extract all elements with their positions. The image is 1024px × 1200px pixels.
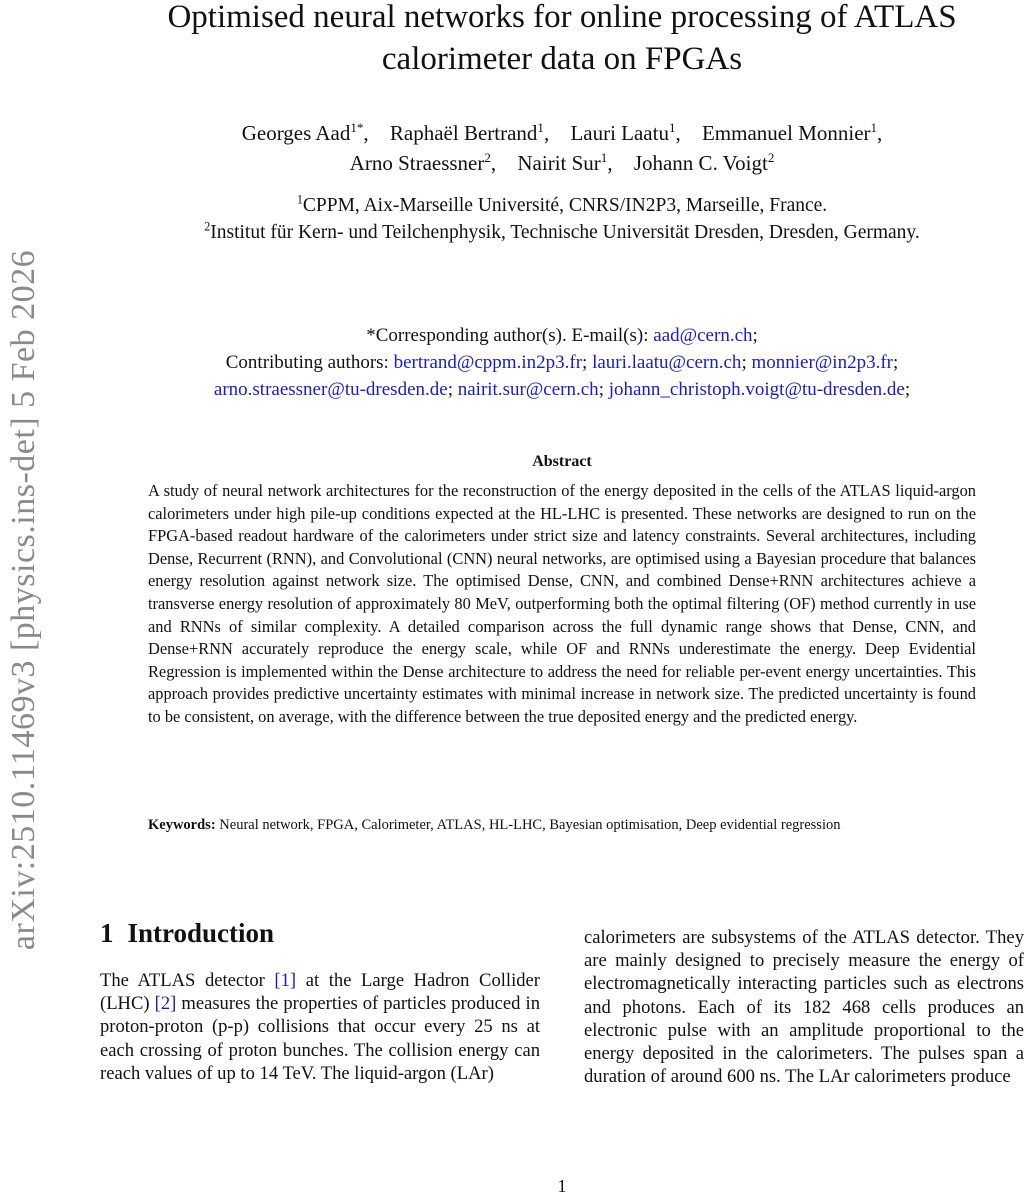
affiliation-1: $^1$CPPM, Aix-Marseille Université, CNRS/IN2P3, Marseille, France. xyxy=(296,192,828,216)
introduction-left-column: The ATLAS detector [1] at the Large Hadron Collider (LHC) [2] measures the properties of particles produced in proton-proton (p-p) collisions that occur every 25 ns at each crossing of proton bunches. The collision energy can reach values of up to 14 TeV. The liquid-argon (LAr) xyxy=(100,970,540,1084)
introduction-right-column: calorimeters are subsystems of the ATLAS detector. They are mainly designed to precisely measure the energy of electromagnetically interacting particles such as electrons and photons. Each of its 182 468 cells produces an electronic pulse with an amplitude proportional to the energy deposited in the calorimeters. The pulses span a duration of around 600 ns. The LAr calorimeters produce xyxy=(584,927,1024,1088)
email-link-aad[interactable]: aad@cern.ch xyxy=(653,325,753,346)
arxiv-identifier-stamp xyxy=(0,180,48,1020)
contributing-authors-line-2: arno.straessner@tu-dresden.de; nairit.sur@cern.ch; johann_christoph.voigt@tu-dresden.de; xyxy=(213,379,911,400)
author-straessner: Arno Straessner$^2$, xyxy=(349,149,497,175)
author-laatu: Lauri Laatu$^1$, xyxy=(570,119,681,145)
corresponding-author-line: *Corresponding author(s). E-mail(s): aad@cern.ch; xyxy=(366,325,758,346)
keywords-text: Neural network, FPGA, Calorimeter, ATLAS, HL-LHC, Bayesian optimisation, Deep evidential regression xyxy=(215,817,841,833)
author-voigt: Johann C. Voigt$^2$ xyxy=(633,149,775,175)
paper-title-line-1: Optimised neural networks for online processing of ATLAS xyxy=(167,0,957,35)
email-link-laatu[interactable]: lauri.laatu@cern.ch xyxy=(592,352,742,373)
email-link-bertrand[interactable]: bertrand@cppm.in2p3.fr xyxy=(393,352,583,373)
section-title: Introduction xyxy=(127,918,275,948)
email-link-monnier[interactable]: monnier@in2p3.fr xyxy=(751,352,893,373)
email-link-sur[interactable]: nairit.sur@cern.ch xyxy=(457,379,599,400)
citation-link-2[interactable]: [2] xyxy=(154,993,177,1015)
email-link-voigt[interactable]: johann_christoph.voigt@tu-dresden.de xyxy=(608,379,905,400)
paper-title-line-2: calorimeter data on FPGAs xyxy=(381,41,743,77)
section-heading-introduction xyxy=(100,918,274,949)
contributing-authors-line-1: Contributing authors: bertrand@cppm.in2p3.fr; lauri.laatu@cern.ch; monnier@in2p3.fr; xyxy=(225,352,899,373)
author-list xyxy=(100,118,1024,178)
affiliation-2: $^2$Institut für Kern- und Teilchenphysik, Technische Universität Dresden, Dresden, Germany. xyxy=(204,219,920,243)
author-monnier: Emmanuel Monnier$^1$, xyxy=(701,119,883,145)
contact-emails xyxy=(100,322,1024,403)
arxiv-identifier-text: arXiv:2510.11469v3 [physics.ins-det] 5 Feb 2026 xyxy=(5,249,42,951)
author-sur: Nairit Sur$^1$, xyxy=(517,149,613,175)
page-number: 1 xyxy=(557,1176,567,1196)
author-aad: Georges Aad$^{1*}$, xyxy=(241,119,369,145)
section-number: 1 xyxy=(100,918,114,948)
author-bertrand: Raphaël Bertrand$^1$, xyxy=(389,119,550,145)
paper-title xyxy=(100,0,1024,80)
affiliations xyxy=(100,192,1024,246)
abstract-text: A study of neural network architectures for the reconstruction of the energy deposited in the cells of the ATLAS liquid-argon calorimeters under high pile-up conditions expected at the HL-LHC is presented. These networks are designed to run on the FPGA-based readout hardware of the calorimeters under strict size and latency constraints. Several architectures, including Dense, Recurrent (RNN), and Convolutional (CNN) neural networks, are optimised using a Bayesian procedure that balances energy resolution against network size. The optimised Dense, CNN, and combined Dense+RNN architectures achieve a transverse energy resolution of approximately 80 MeV, outperforming both the optimal filtering (OF) method currently in use and RNNs of similar complexity. A detailed comparison across the full dynamic range shows that Dense, CNN, and Dense+RNN accurately reproduce the energy scale, while OF and RNNs underestimate the energy. Deep Evidential Regression is implemented within the Dense architecture to address the need for reliable per-event energy uncertainties. This approach provides predictive uncertainty estimates with minimal increase in network size. The predicted uncertainty is found to be consistent, on average, with the difference between the true deposited energy and the predicted energy. xyxy=(148,481,976,726)
email-link-straessner[interactable]: arno.straessner@tu-dresden.de xyxy=(213,379,448,400)
keywords-label: Keywords: xyxy=(148,817,216,833)
abstract-heading: Abstract xyxy=(532,453,592,470)
citation-link-1[interactable]: [1] xyxy=(274,970,297,991)
keywords xyxy=(148,816,976,835)
